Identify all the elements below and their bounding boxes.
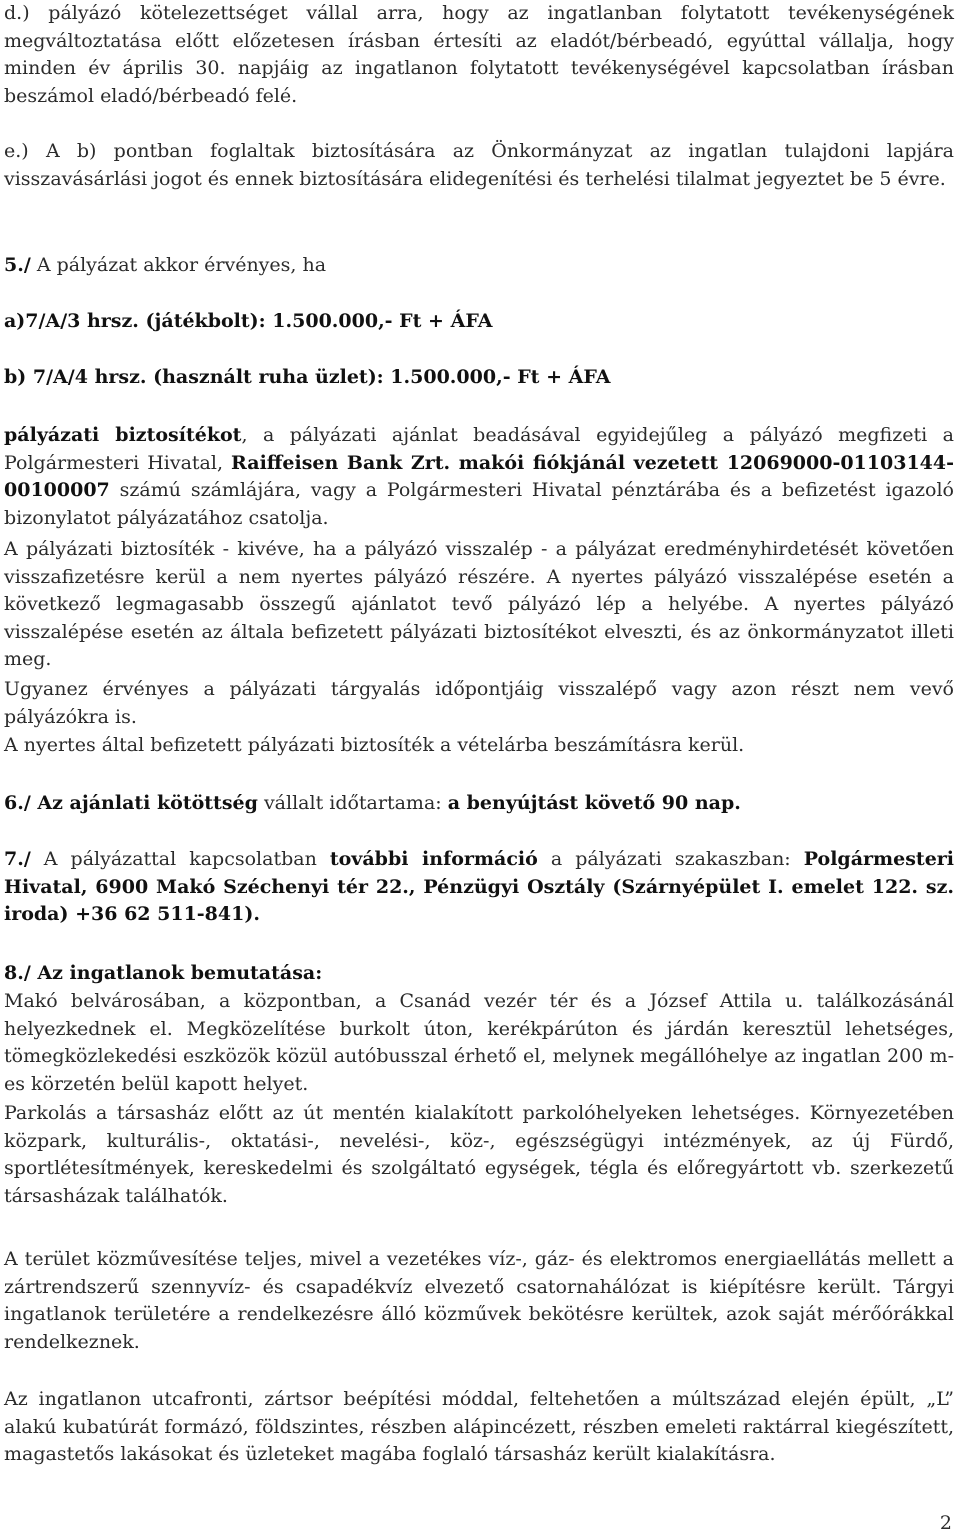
section-8-surroundings: Parkolás a társasház előtt az út mentén kialakított parkolóhelyeken lehetséges. Környezetében közpark, kulturális-, oktatási-, nevelési-, köz-, egészségügyi intézmények, az új Fürdő, sportlétesítmények, kereskedelmi és szolgáltató egységek, tégla és előregyártott vb. szerkezetű társasházak találhatók. [4,1102,954,1207]
section-5-number: 5./ [4,254,31,276]
section-8-heading: 8./ Az ingatlanok bemutatása: [4,962,323,984]
section-8-building: Az ingatlanon utcafronti, zártsor beépítési móddal, feltehetően a múltszázad elején épült, „L” alakú kubatúrát formázó, földszintes, részben alápincézett, részben emeleti raktárral kiegészített, magastetős lakásokat és üzleteket magába foglaló társasház került kialakításra. [4,1388,954,1466]
item-d [4,0,954,110]
section-7-number: 7./ [4,848,31,870]
deposit-paragraph [4,422,954,532]
section-5-heading [4,252,954,280]
page-number: 2 [939,1512,952,1534]
section-6-period: a benyújtást követő 90 nap. [447,792,741,814]
deposit-text-2: számú számlájára, vagy a Polgármesteri Hivatal pénztárába és a befizetést igazoló bizonylatot pályázatához csatolja. [4,479,954,529]
item-e [4,138,954,193]
deposit-term: pályázati biztosítékot [4,424,242,446]
item-d-label: d.) [4,2,30,24]
section-8-utilities: A terület közművesítése teljes, mivel a vezetékes víz-, gáz- és elektromos energiaellátás mellett a zártrendszerű szennyvíz- és csapadékvíz elvezető csatornahálózat is kiépítésre került. Tárgyi ingatlanok területére a rendelkezésre álló közművek bekötésre kerültek, azok saját mérőórákkal rendelkeznek. [4,1248,954,1353]
section-7-text-2: a pályázati szakaszban: [537,848,804,870]
item-e-text: A b) pontban foglaltak biztosítására az Önkormányzat az ingatlan tulajdoni lapjára visszavásárlási jogot és ennek biztosítására elidegenítési és terhelési tilalmat jegyeztet be 5 évre. [4,140,954,190]
deposit-credit-paragraph: A nyertes által befizetett pályázati biztosíték a vételárba beszámításra kerül. [4,734,745,756]
section-6-text: vállalt időtartama: [257,792,448,814]
section-5-text: A pályázat akkor érvényes, ha [36,254,327,276]
deposit-same-paragraph: Ugyanez érvényes a pályázati tárgyalás időpontjáig visszalépő vagy azon részt nem vevő pályázókra is. [4,678,954,728]
section-5-item-b: b) 7/A/4 hrsz. (használt ruha üzlet): 1.500.000,- Ft + ÁFA [4,366,611,388]
item-e-label: e.) [4,140,29,162]
section-7-text-1: A pályázattal kapcsolatban [30,848,330,870]
section-6 [4,790,954,818]
deposit-text-1: , a pályázati ajánlat beadásával egyidejűleg a pályázó megfizeti a Polgármesteri Hivatal, [4,424,954,474]
item-d-text: pályázó kötelezettséget vállal arra, hogy az ingatlanban folytatott tevékenységének megváltoztatása előtt előzetesen írásban értesíti az eladót/bérbeadó, egyúttal vállalja, hogy minden év április 30. napjáig az ingatlanon folytatott tevékenységével kapcsolatban írásban beszámol eladó/bérbeadó felé. [4,2,955,107]
section-6-heading: 6./ Az ajánlati kötöttség [4,792,258,814]
bank-account: Raiffeisen Bank Zrt. makói fiókjánál vezetett 12069000-01103144-00100007 [4,451,954,502]
section-7-contact: Polgármesteri Hivatal, 6900 Makó Széchenyi tér 22., Pénzügyi Osztály (Szárnyépület I. emelet 122. sz. iroda) +36 62 511-841). [4,848,955,926]
section-7 [4,846,954,929]
section-7-info: további információ [329,848,538,870]
section-8-location: Makó belvárosában, a központban, a Csanád vezér tér és a József Attila u. találkozásánál helyezkednek el. Megközelítése burkolt úton, kerékpárúton és járdán keresztül lehetséges, tömegközlekedési eszközök közül autóbusszal érhető el, melynek megállóhelye az ingatlan 200 m-es körzetén belül kapott helyet. [4,990,954,1095]
section-5-item-a: a)7/A/3 hrsz. (játékbolt): 1.500.000,- Ft + ÁFA [4,310,493,332]
deposit-refund-paragraph: A pályázati biztosíték - kivéve, ha a pályázó visszalép - a pályázat eredményhirdetését követően visszafizetésre kerül a nem nyertes pályázó részére. A nyertes pályázó visszalépése esetén a következő legmagasabb összegű ajánlatot tevő pályázó lép a helyébe. A nyertes pályázó visszalépése esetén az általa befizetett pályázati biztosítékot elveszti, és az önkormányzatot illeti meg. [4,538,954,671]
